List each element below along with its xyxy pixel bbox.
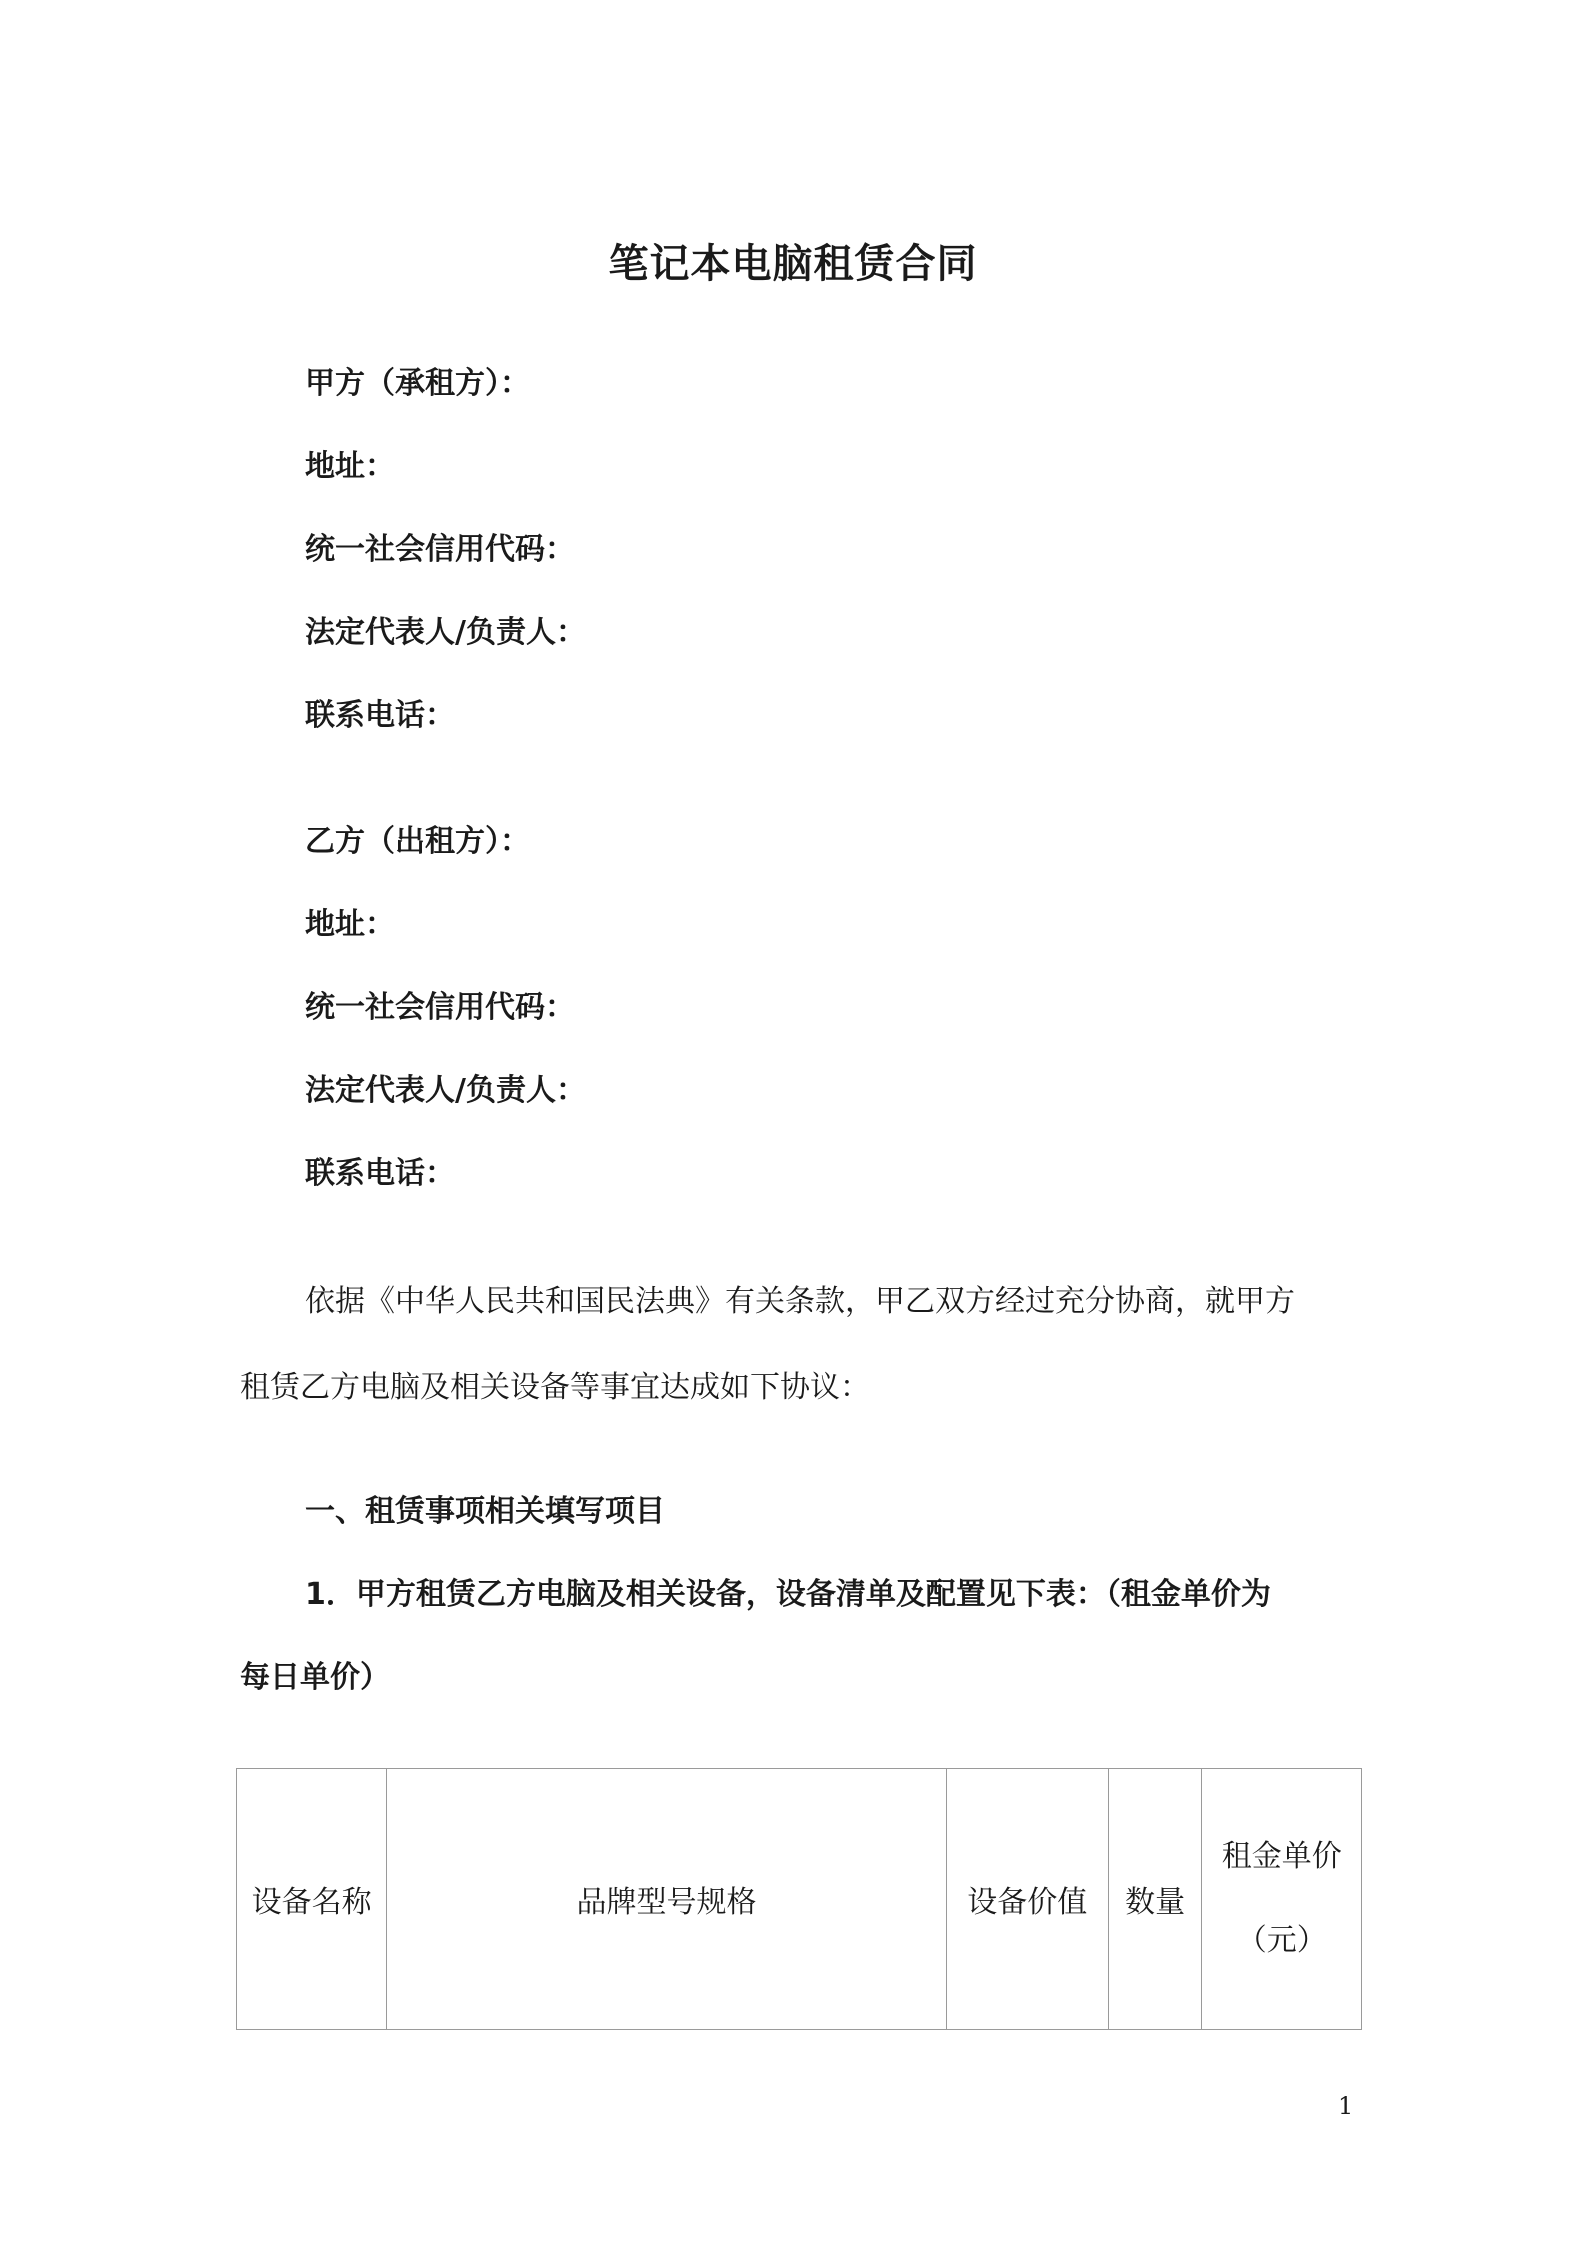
clause-1-line-1: 1．甲方租赁乙方电脑及相关设备，设备清单及配置见下表：（租金单价为: [305, 1577, 1271, 1612]
party-b-legal-rep-label: 法定代表人/负责人：: [305, 1073, 586, 1108]
clause-1-line-2: 每日单价）: [240, 1660, 390, 1695]
preamble-line-2: 租赁乙方电脑及相关设备等事宜达成如下协议：: [240, 1370, 870, 1405]
header-equipment-name: 设备名称: [237, 1769, 387, 2030]
party-a-legal-rep-label: 法定代表人/负责人：: [305, 615, 586, 650]
preamble-line-1: 依据《中华人民共和国民法典》有关条款，甲乙双方经过充分协商，就甲方: [305, 1284, 1295, 1319]
header-quantity: 数量: [1108, 1769, 1202, 2030]
table-header-row: [237, 1769, 1362, 2030]
party-b-heading: 乙方（出租方）：: [305, 824, 530, 859]
header-equipment-value: 设备价值: [946, 1769, 1108, 2030]
party-a-heading: 甲方（承租方）：: [305, 366, 530, 401]
party-b-credit-code-label: 统一社会信用代码：: [305, 990, 575, 1025]
party-a-address-label: 地址：: [305, 449, 395, 484]
party-b-phone-label: 联系电话：: [305, 1156, 455, 1191]
header-brand-model-spec: 品牌型号规格: [387, 1769, 947, 2030]
header-unit-rent-price-line-1: 租金单价: [1221, 1839, 1342, 1874]
party-a-phone-label: 联系电话：: [305, 698, 455, 733]
equipment-table: [236, 1768, 1362, 2030]
party-b-address-label: 地址：: [305, 907, 395, 942]
page-number: 1: [1338, 2092, 1354, 2120]
contract-title: 笔记本电脑租赁合同: [608, 241, 978, 287]
header-unit-rent-price-line-2: （元）: [1236, 1923, 1327, 1958]
header-unit-rent-price: [1202, 1769, 1362, 2030]
section-1-heading: 一、租赁事项相关填写项目: [305, 1494, 665, 1529]
party-a-credit-code-label: 统一社会信用代码：: [305, 532, 575, 567]
